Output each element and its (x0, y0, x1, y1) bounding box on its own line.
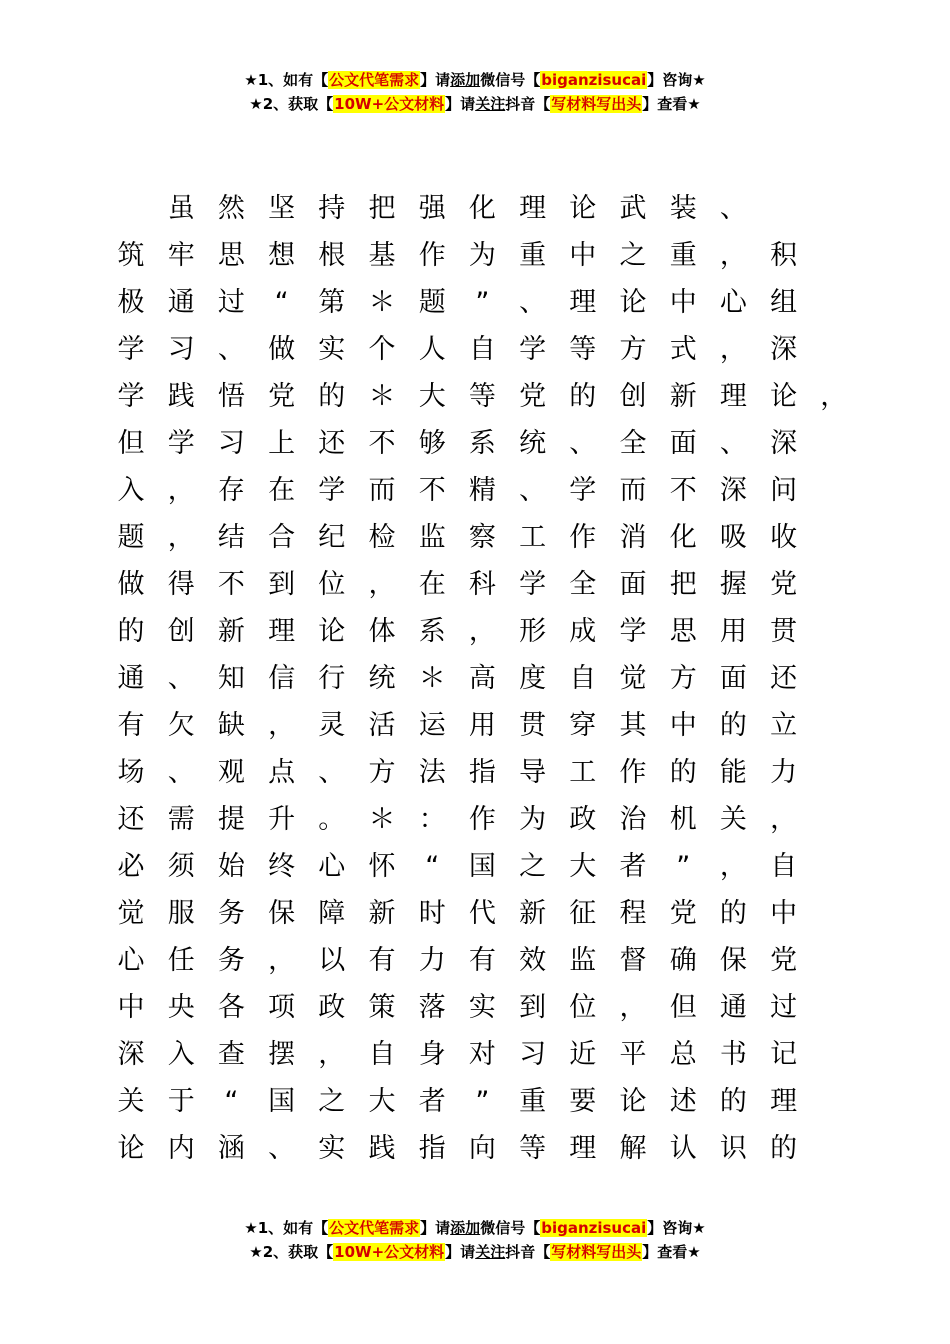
body-line: 虽 然 坚 持 把 强 化 理 论 武 装 、 (167, 193, 747, 224)
body-line: 关 于 “ 国 之 大 者 ” 重 要 论 述 的 理 (117, 1086, 798, 1117)
banner-text: 】请 (420, 1219, 451, 1237)
underlined-add: 添加 (450, 71, 481, 89)
body-line: 学 践 悟 党 的 ＊ 大 等 党 的 创 新 理 论 ， (117, 381, 848, 412)
highlight-materials: 10W+公文材料 (334, 95, 445, 113)
bottom-banner (0, 1216, 950, 1264)
highlight-wechat-id: biganzisucai (541, 71, 647, 89)
banner-text: 】请 (420, 71, 451, 89)
bottom-banner-line-2 (0, 1240, 950, 1264)
body-line: 题 ， 结 合 纪 检 监 察 工 作 消 化 吸 收 (117, 522, 798, 553)
banner-text: 微信号【 (480, 1219, 541, 1237)
body-line: 筑 牢 思 想 根 基 作 为 重 中 之 重 ， 积 (117, 240, 798, 271)
underlined-follow: 关注 (475, 1243, 506, 1261)
highlight-douyin-account: 写材料写出头 (551, 95, 642, 113)
body-line: 深 入 查 摆 ， 自 身 对 习 近 平 总 书 记 (117, 1039, 798, 1070)
highlight-ghostwriting: 公文代笔需求 (329, 1219, 420, 1237)
banner-text: 2、获取【 (262, 1243, 334, 1261)
body-line: 做 得 不 到 位 ， 在 科 学 全 面 把 握 党 (117, 569, 798, 600)
body-line: 的 创 新 理 论 体 系 ， 形 成 学 思 用 贯 (117, 616, 798, 647)
body-line: 场 、 观 点 、 方 法 指 导 工 作 的 能 力 (117, 757, 798, 788)
banner-text: 微信号【 (480, 71, 541, 89)
highlight-materials: 10W+公文材料 (334, 1243, 445, 1261)
banner-text: 1、如有【 (257, 71, 329, 89)
star-icon: ★ (244, 71, 258, 89)
highlight-ghostwriting: 公文代笔需求 (329, 71, 420, 89)
banner-text: 】请 (445, 95, 476, 113)
banner-text: 】咨询 (647, 1219, 693, 1237)
star-icon: ★ (687, 1243, 701, 1261)
body-line: 心 任 务 ， 以 有 力 有 效 监 督 确 保 党 (117, 945, 798, 976)
star-icon: ★ (249, 95, 263, 113)
banner-text: 】查看 (642, 95, 688, 113)
body-line: 觉 服 务 保 障 新 时 代 新 征 程 党 的 中 (117, 898, 798, 929)
star-icon: ★ (244, 1219, 258, 1237)
banner-text: 】查看 (642, 1243, 688, 1261)
body-line: 入 ， 存 在 学 而 不 精 、 学 而 不 深 问 (117, 475, 798, 506)
banner-text: 】请 (445, 1243, 476, 1261)
body-line: 还 需 提 升 。 ＊ ： 作 为 政 治 机 关 ， (117, 804, 798, 835)
underlined-follow: 关注 (475, 95, 506, 113)
banner-text: 抖音【 (505, 95, 551, 113)
highlight-douyin-account: 写材料写出头 (551, 1243, 642, 1261)
body-line: 通 、 知 信 行 统 ＊ 高 度 自 觉 方 面 还 (117, 663, 798, 694)
highlight-wechat-id: biganzisucai (541, 1219, 647, 1237)
banner-text: 】咨询 (647, 71, 693, 89)
body-line: 必 须 始 终 心 怀 “ 国 之 大 者 ” ， 自 (117, 851, 798, 882)
star-icon: ★ (692, 71, 706, 89)
banner-text: 抖音【 (505, 1243, 551, 1261)
star-icon: ★ (249, 1243, 263, 1261)
body-line: 极 通 过 “ 第 ＊ 题 ” 、 理 论 中 心 组 (117, 287, 798, 318)
banner-text: 2、获取【 (262, 95, 334, 113)
underlined-add: 添加 (450, 1219, 481, 1237)
body-line: 但 学 习 上 还 不 够 系 统 、 全 面 、 深 (117, 428, 798, 459)
star-icon: ★ (687, 95, 701, 113)
body-line: 有 欠 缺 ， 灵 活 运 用 贯 穿 其 中 的 立 (117, 710, 798, 741)
body-line: 学 习 、 做 实 个 人 自 学 等 方 式 ， 深 (117, 334, 798, 365)
star-icon: ★ (692, 1219, 706, 1237)
banner-text: 1、如有【 (257, 1219, 329, 1237)
bottom-banner-line-1 (0, 1216, 950, 1240)
body-line: 论 内 涵 、 实 践 指 向 等 理 解 认 识 的 (117, 1133, 798, 1164)
body-line: 中 央 各 项 政 策 落 实 到 位 ， 但 通 过 (117, 992, 798, 1023)
